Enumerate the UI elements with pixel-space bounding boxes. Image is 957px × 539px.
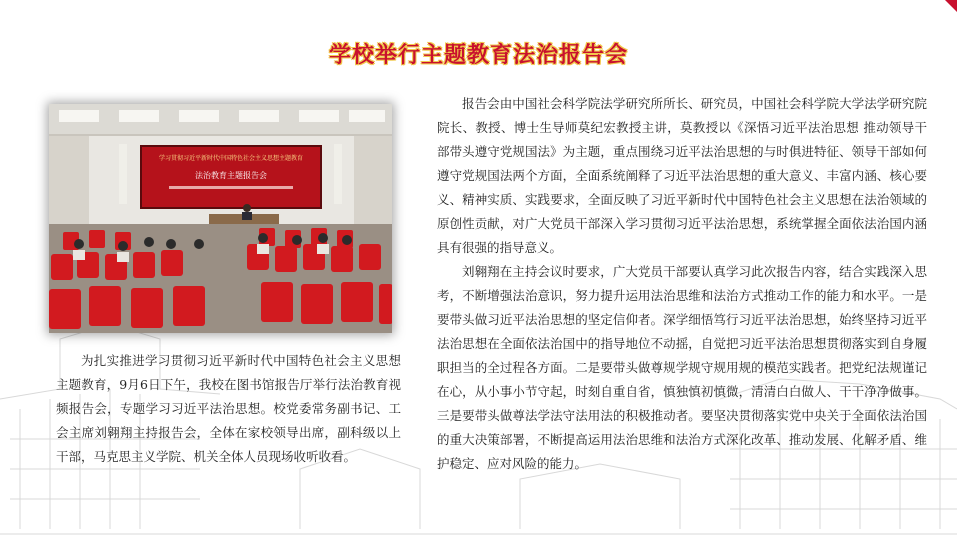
article-paragraph: 报告会由中国社会科学院法学研究所所长、研究员，中国社会科学院大学法学研究院院长、教授、博士生导师莫纪宏教授主讲，莫教授以《深悟习近平法治思想 推动领导干部带头遵守党规国法》为主题，重点围绕习近平法治思想的与时俱进特征、领导干部如何遵守党规国法两个方面，全面系统阐释了习近平法治思想的重大意义、丰富内涵、核心要义、精神实质、实践要求，全面反映了习近平新时代中国特色社会主义思想在法治领域的原创性贡献，对广大党员干部深入学习贯彻习近平法治思想，系统掌握全面依法治国内涵具有很强的指导意义。	[437, 96, 927, 255]
event-photo	[49, 104, 392, 333]
photo-caption: 为扎实推进学习贯彻习近平新时代中国特色社会主义思想主题教育，9月6日下午，我校在图书馆报告厅举行法治教育视频报告会，专题学习习近平法治思想。校党委常务副书记、工会主席刘翱翔主持报告会，全体在家校领导出席，副科级以上干部，马克思主义学院、机关全体人员现场收听收看。	[56, 353, 401, 464]
page-title: 学校举行主题教育法治报告会	[328, 43, 628, 68]
screen-subtitle-text: 法治教育主题报告会	[195, 171, 267, 180]
screen-title-text: 学习贯彻习近平新时代中国特色社会主义思想主题教育	[158, 155, 304, 162]
corner-accent	[945, 0, 957, 12]
article-paragraph: 刘翱翔在主持会议时要求，广大党员干部要认真学习此次报告内容，结合实践深入思考，不断增强法治意识，努力提升运用法治思维和法治方式推动工作的能力和水平。一是要带头做习近平法治思想的坚定信仰者。深学细悟笃行习近平法治思想，始终坚持习近平法治思想在全面依法治国中的指导地位不动摇，自觉把习近平法治思想贯彻落实到自身履职担当的全过程各方面。二是要带头做尊规学规守规用规的模范实践者。把党纪法规谨记在心，从小事小节守起，时刻自重自省，慎独慎初慎微，清清白白做人、干干净净做事。三是要带头做尊法学法守法用法的积极推动者。要坚决贯彻落实党中央关于全面依法治国的重大决策部署，不断提高运用法治思维和法治方式深化改革、推动发展、化解矛盾、维护稳定、应对风险的能力。	[437, 264, 927, 471]
article-body	[437, 92, 927, 476]
